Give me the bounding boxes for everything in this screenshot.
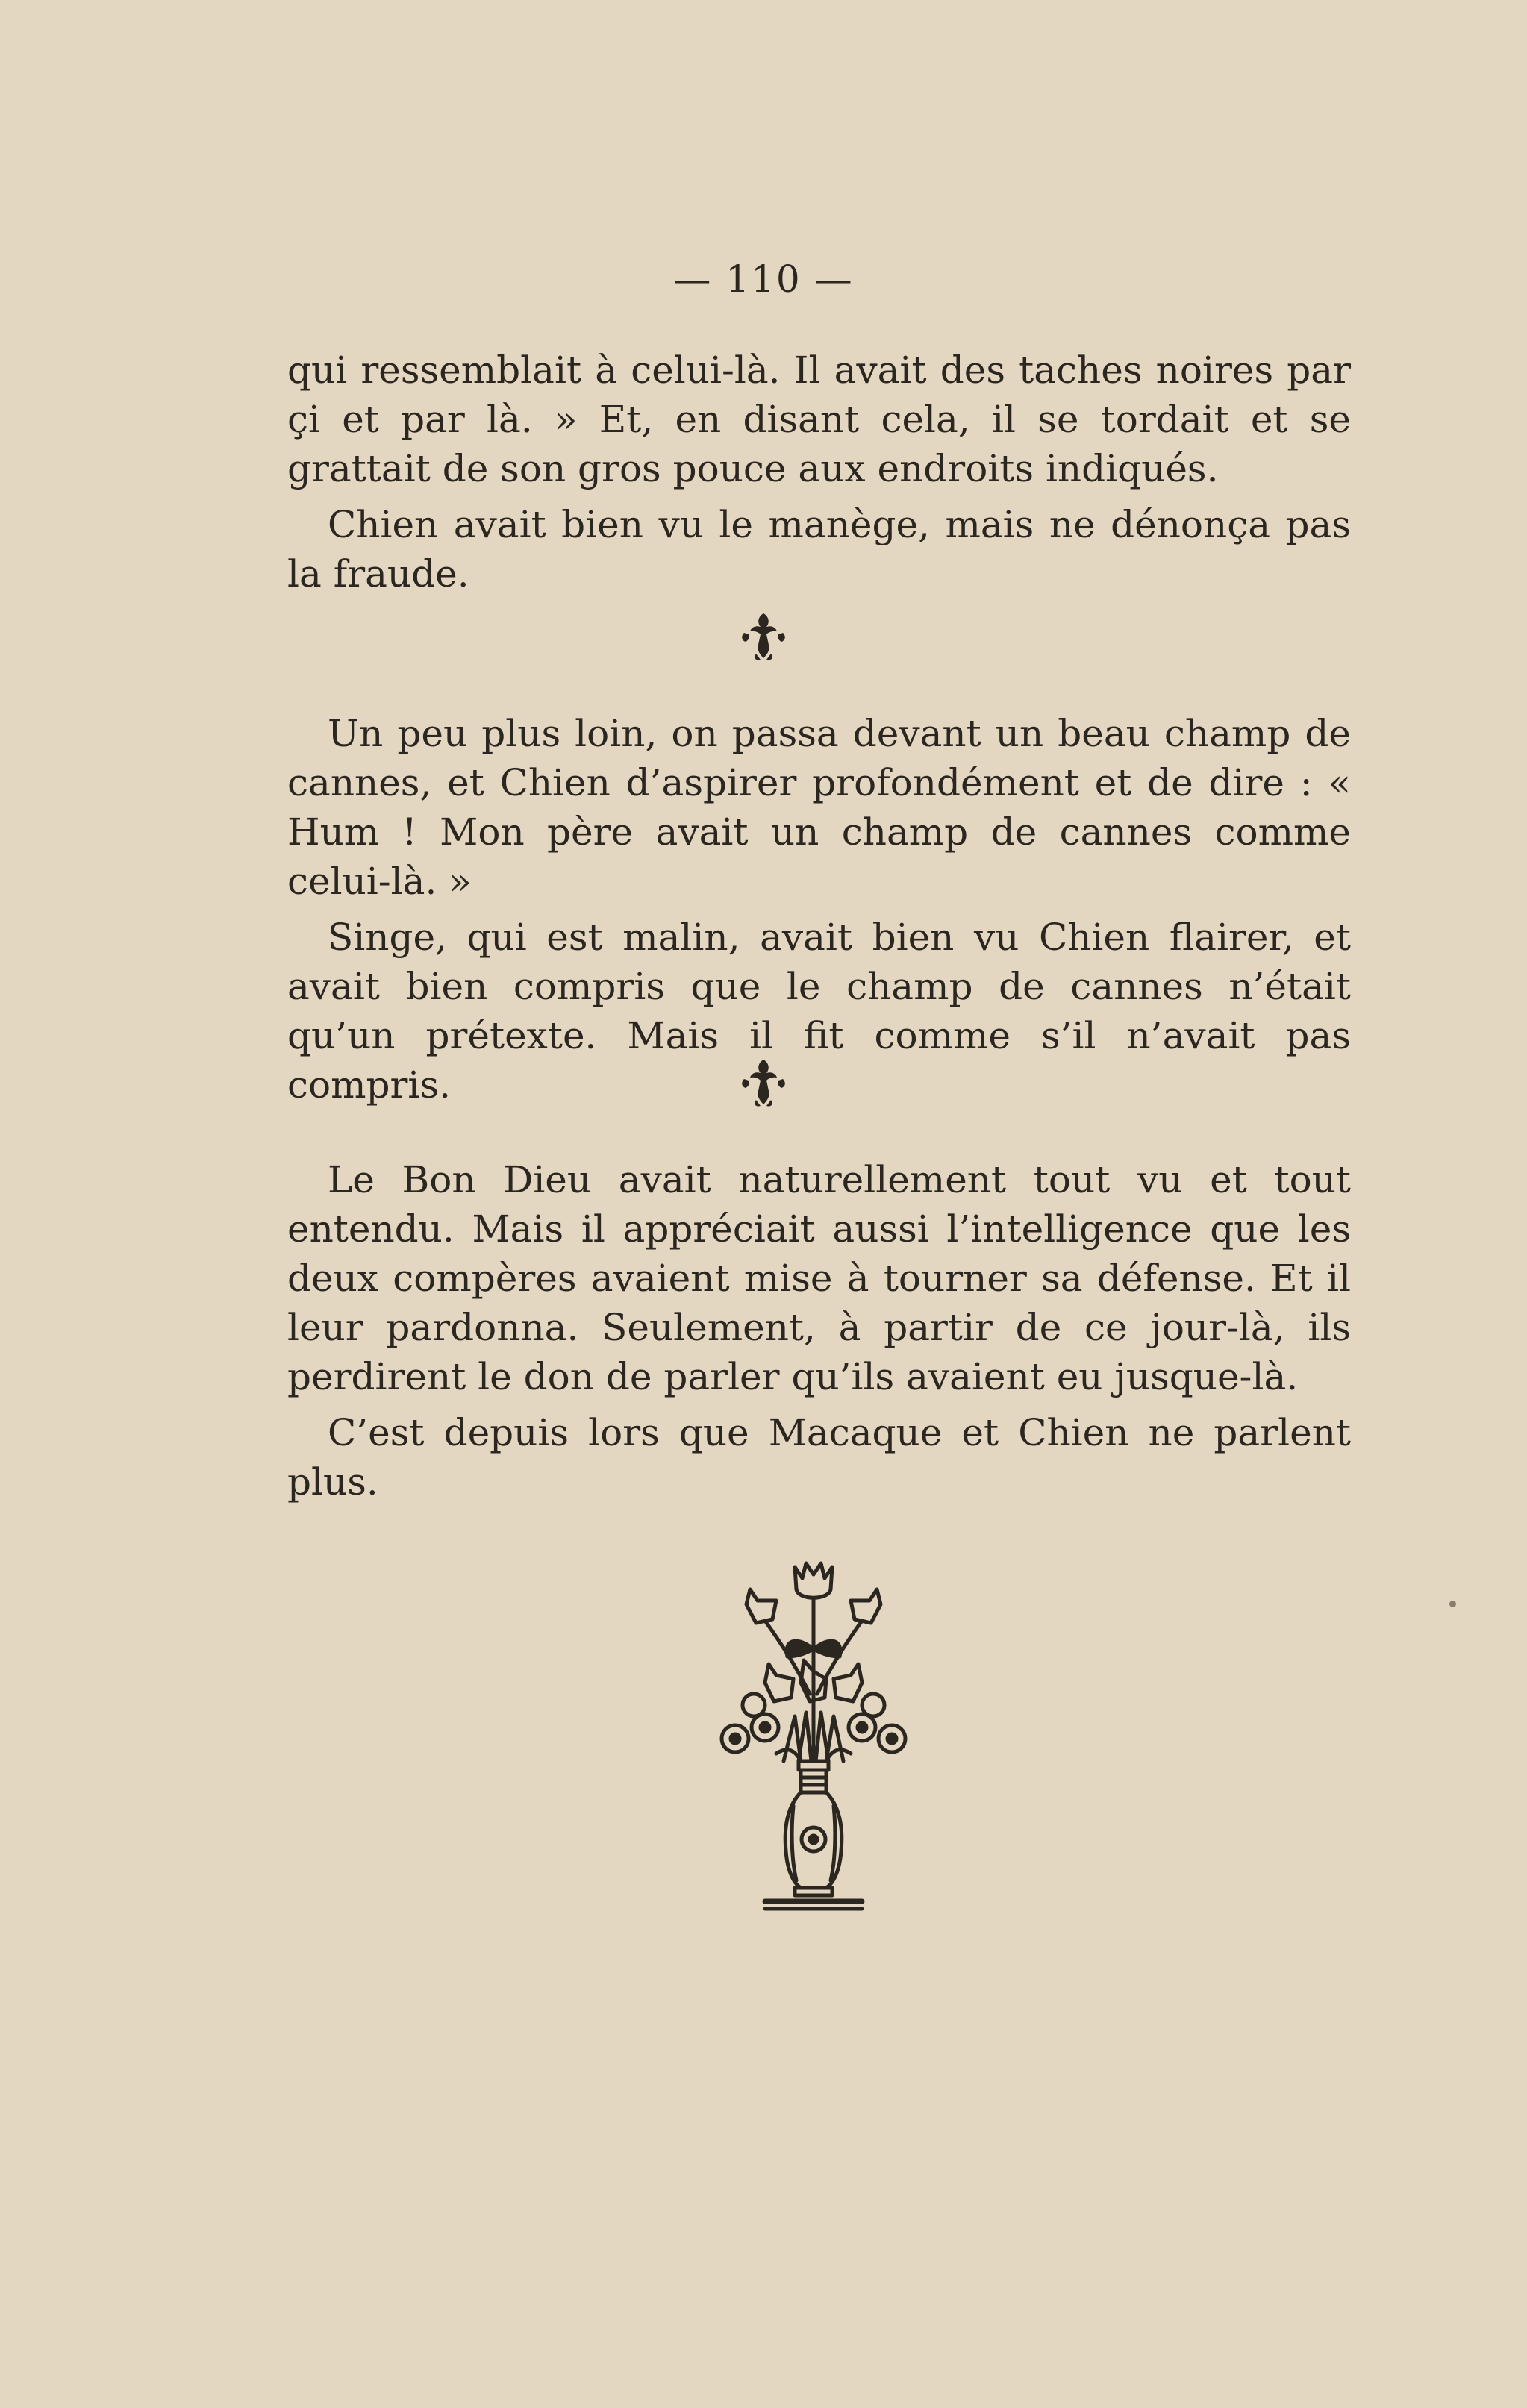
paragraph: Un peu plus loin, on passa devant un beau champ de cannes, et Chien d’aspirer profondément et de dire : « Hum ! Mon père avait un champ de cannes comme celui-là. » <box>287 712 1351 903</box>
fleuron-icon <box>0 1057 1527 1112</box>
paper-speck <box>1449 1601 1456 1607</box>
text-section-3 <box>287 1155 1351 1513</box>
paragraph: Chien avait bien vu le manège, mais ne dénonça pas la fraude. <box>287 503 1351 595</box>
fleuron-icon <box>0 610 1527 666</box>
page-number: — 110 — <box>673 257 854 301</box>
paragraph: Singe, qui est malin, avait bien vu Chien flairer, et avait bien compris que le champ de cannes n’était qu’un prétexte. Mais il fit comme s’il n’avait pas compris. <box>287 916 1351 1107</box>
paragraph: qui ressemblait à celui-là. Il avait des taches noires par çi et par là. » Et, en disant cela, il se tordait et se grattait de son gros pouce aux endroits indiqués. <box>287 348 1351 490</box>
paragraph: Le Bon Dieu avait naturellement tout vu et tout entendu. Mais il appréciait aussi l’intelligence que les deux compères avaient mise à tourner sa défense. Et il leur pardonna. Seulement, à partir de ce jour-là, ils perdirent le don de parler qu’ils avaient eu jusque-là. <box>287 1158 1351 1398</box>
flower-vase-icon <box>713 1560 914 1918</box>
text-section-2 <box>287 709 1351 1116</box>
paragraph: C’est depuis lors que Macaque et Chien ne parlent plus. <box>287 1411 1351 1504</box>
text-section-1 <box>287 345 1351 605</box>
